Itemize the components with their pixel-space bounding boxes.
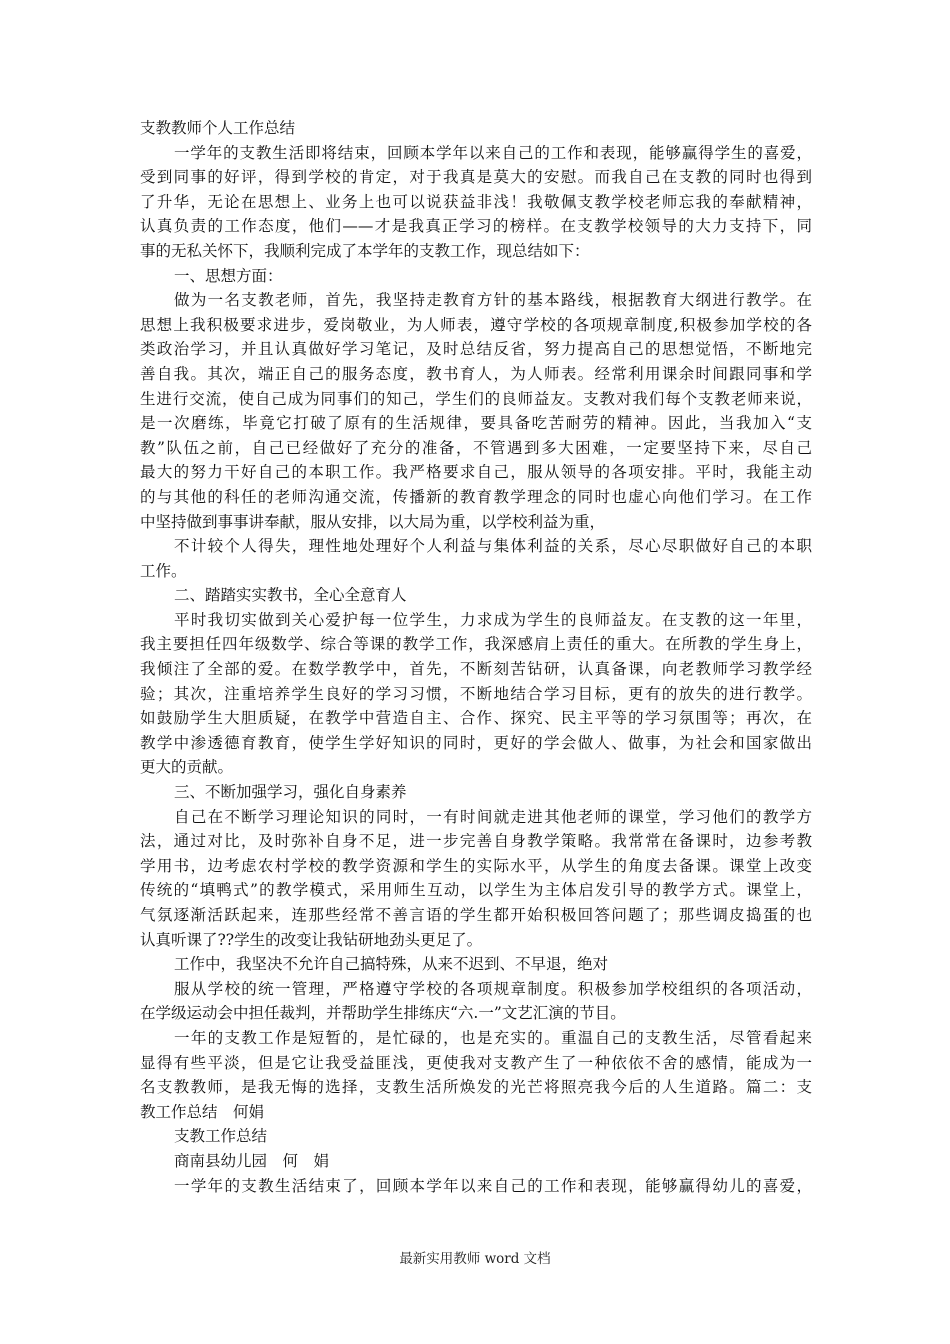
text-line: 类政治学习，并且认真做好学习笔记，及时总结反省，努力提高自己的思想觉悟，不断地完 (140, 340, 812, 359)
text-line: 法，通过对比，及时弥补自身不足，进一步完善自身教学策略。我常常在备课时，边参考教 (140, 832, 812, 851)
text-line: 自己在不断学习理论知识的同时，一有时间就走进其他老师的课堂，学习他们的教学方 (174, 807, 812, 826)
text-line: 的与其他的科任的老师沟通交流，传播新的教育教学理念的同时也虚心向他们学习。在工作 (140, 487, 812, 506)
text-line: 我倾注了全部的爱。在数学教学中，首先，不断刻苦钻研，认真备课，向老教师学习教学经 (140, 660, 812, 679)
text-line: 工作。 (140, 561, 187, 580)
text-line: 受到同事的好评，得到学校的肯定，对于我真是莫大的安慰。而我自己在支教的同时也得到 (140, 168, 812, 187)
text-line: 最大的努力干好自己的本职工作。我严格要求自己，服从领导的各项安排。平时，我能主动 (140, 463, 812, 482)
text-line: 一、思想方面： (174, 266, 283, 285)
text-line: 验；其次，注重培养学生良好的学习习惯，不断地结合学习目标，更有的放失的进行教学。 (140, 684, 812, 703)
text-line: 认真听课了??学生的改变让我钻研地劲头更足了。 (140, 930, 483, 949)
text-line: 传统的“填鸭式”的教学模式，采用师生互动，以学生为主体启发引导的教学方式。课堂上， (140, 881, 812, 900)
text-line: 商南县幼儿园 何 娟 (174, 1151, 330, 1170)
page-footer: 最新实用教师 word 文档 (399, 1251, 551, 1267)
text-line: 在学级运动会中担任裁判，并帮助学生排练庆“六.一”文艺汇演的节目。 (140, 1004, 626, 1023)
text-line: 气氛逐渐活跃起来，连那些经常不善言语的学生都开始积极回答问题了；那些调皮捣蛋的也 (140, 906, 812, 924)
text-line: 教”队伍之前，自己已经做好了充分的准备，不管遇到多大困难，一定要坚持下来，尽自己 (140, 438, 812, 457)
text-line: 一年的支教工作是短暂的，是忙碌的，也是充实的。重温自己的支教生活，尽管看起来 (174, 1028, 812, 1047)
text-line: 工作中，我坚决不允许自己搞特殊，从来不迟到、不早退，绝对 (174, 955, 609, 974)
text-line: 是一次磨练，毕竟它打破了原有的生活规律，要具备吃苦耐劳的精神。因此，当我加入“支 (140, 414, 812, 433)
text-line: 善自我。其次，端正自己的服务态度，教书育人，为人师表。经常利用课余时间跟同事和学 (140, 364, 812, 383)
text-line: 思想上我积极要求进步，爱岗敬业，为人师表，遵守学校的各项规章制度,积极参加学校的各 (140, 315, 812, 334)
text-line: 支教工作总结 (174, 1127, 268, 1146)
text-line: 中坚持做到事事讲奉献，服从安排，以大局为重，以学校利益为重， (140, 512, 606, 531)
text-line: 我主要担任四年级数学、综合等课的教学工作，我深感肩上责任的重大。在所教的学生身上， (140, 635, 812, 654)
document-body (140, 116, 812, 1198)
text-line: 一学年的支教生活即将结束，回顾本学年以来自己的工作和表现，能够赢得学生的喜爱， (174, 143, 812, 162)
text-line: 服从学校的统一管理，严格遵守学校的各项规章制度。积极参加学校组织的各项活动， (174, 979, 812, 998)
text-line: 显得有些平淡，但是它让我受益匪浅，更使我对支教产生了一种依依不舍的感情，能成为一 (140, 1053, 812, 1072)
text-line: 如鼓励学生大胆质疑，在教学中营造自主、合作、探究、民主平等的学习氛围等；再次，在 (140, 709, 812, 728)
text-line: 三、不断加强学习，强化自身素养 (174, 783, 407, 802)
text-line: 教工作总结 何娟 (140, 1102, 265, 1121)
text-line: 平时我切实做到关心爱护每一位学生，力求成为学生的良师益友。在支教的这一年里， (174, 610, 812, 629)
document-title: 支教教师个人工作总结 (140, 119, 296, 137)
text-line: 更大的贡献。 (140, 758, 234, 777)
text-line: 教学中渗透德育教育，使学生学好知识的同时，更好的学会做人、做事，为社会和国家做出 (140, 733, 812, 752)
text-line: 生进行交流，使自己成为同事们的知己，学生们的良师益友。支教对我们每个支教老师来说， (140, 389, 812, 408)
text-line: 一学年的支教生活结束了，回顾本学年以来自己的工作和表现，能够赢得幼儿的喜爱， (174, 1176, 812, 1195)
text-line: 名支教教师，是我无悔的选择，支教生活所焕发的光芒将照亮我今后的人生道路。篇二：支 (140, 1078, 812, 1097)
text-line: 学用书，边考虑农村学校的教学资源和学生的实际水平，从学生的角度去备课。课堂上改变 (140, 856, 812, 875)
text-line: 了升华，无论在思想上、业务上也可以说获益非浅！我敬佩支教学校老师忘我的奉献精神， (140, 192, 812, 211)
text-line: 认真负责的工作态度，他们——才是我真正学习的榜样。在支教学校领导的大力支持下，同 (140, 217, 812, 236)
text-line: 事的无私关怀下，我顺利完成了本学年的支教工作，现总结如下： (140, 241, 590, 260)
text-line: 二、踏踏实实教书，全心全意育人 (174, 586, 407, 605)
text-line: 做为一名支教老师，首先，我坚持走教育方针的基本路线，根据教育大纲进行教学。在 (174, 291, 812, 310)
document-text (140, 141, 812, 1199)
text-line: 不计较个人得失，理性地处理好个人利益与集体利益的关系，尽心尽职做好自己的本职 (174, 537, 812, 556)
